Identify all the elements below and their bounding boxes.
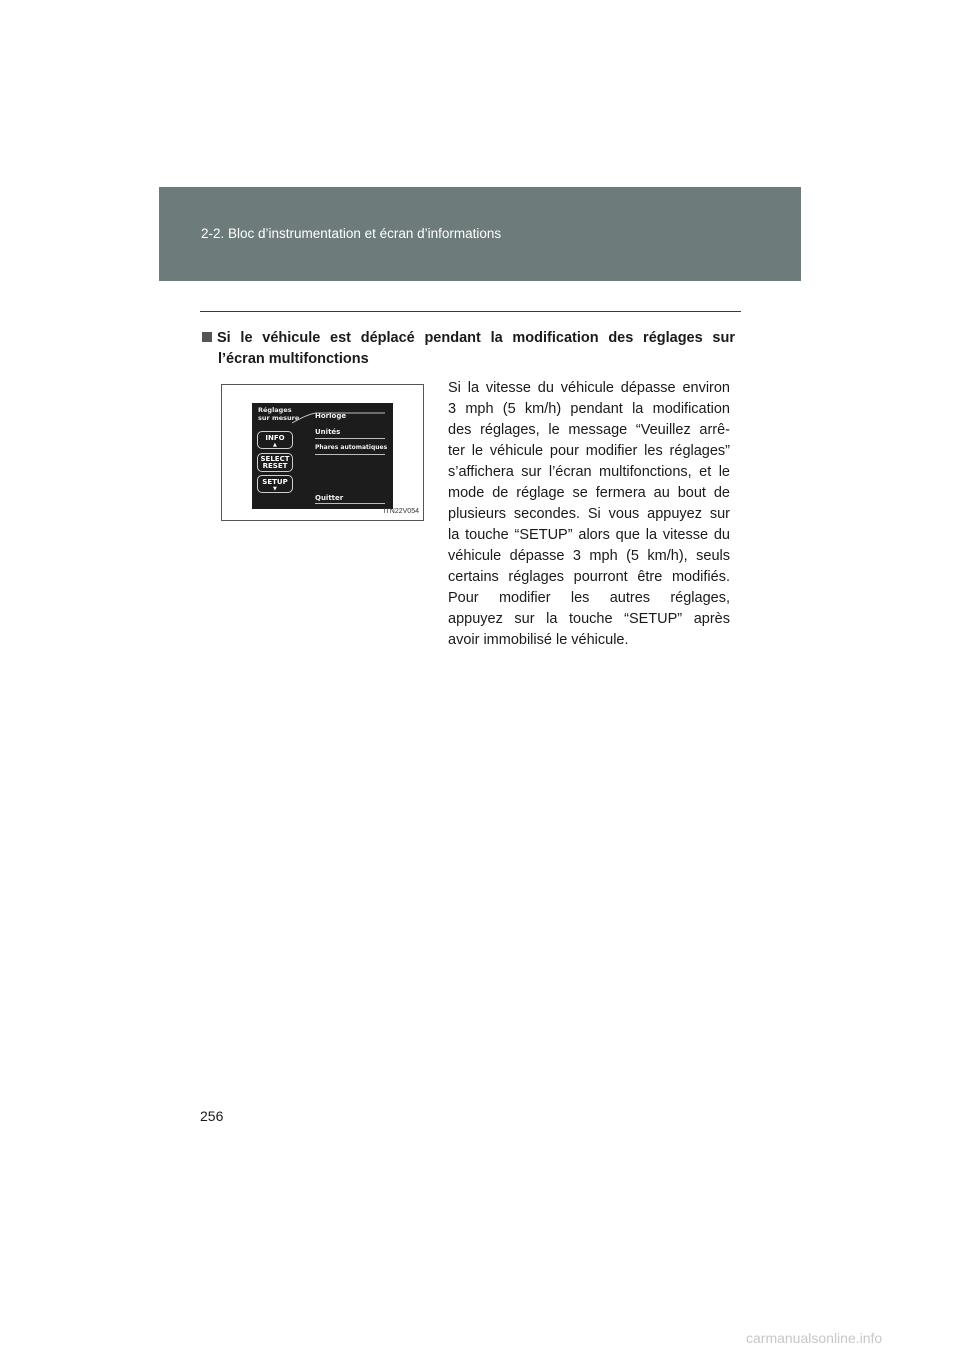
- screen-title-line-2: sur mesure: [258, 414, 300, 422]
- body-line: mode de réglage se fermera au bout de: [448, 485, 730, 501]
- body-line: des réglages, le message “Veuillez arrê-: [448, 422, 730, 438]
- body-line: s’affichera sur l’écran multifonctions, et le: [448, 464, 730, 480]
- info-button-label: INFO: [265, 434, 285, 442]
- body-line: Pour modifier les autres réglages,: [448, 590, 730, 606]
- body-line: la touche “SETUP” alors que la vitesse du: [448, 527, 730, 543]
- chapter-title: 2-2. Bloc d’instrumentation et écran d’informations: [201, 226, 502, 241]
- menu-item-phares-automatiques: Phares automatiques: [315, 444, 388, 451]
- heading-line-1: Si le véhicule est déplacé pendant la modification des réglages sur: [217, 330, 735, 346]
- down-arrow-icon: ▼: [273, 486, 277, 492]
- figure-code: ITN22V054: [383, 508, 419, 515]
- body-line: Si la vitesse du véhicule dépasse environ: [448, 380, 730, 396]
- menu-divider: [315, 503, 385, 504]
- menu-divider: [315, 438, 385, 439]
- body-line: avoir immobilisé le véhicule.: [448, 632, 629, 648]
- select-button-label: SELECT: [260, 455, 290, 463]
- menu-item-unites: Unités: [315, 428, 341, 436]
- body-line: ter le véhicule pour modifier les réglages”: [448, 443, 730, 459]
- body-paragraph: [448, 378, 730, 651]
- multifunction-display: [252, 403, 393, 509]
- up-arrow-icon: ▲: [273, 442, 277, 448]
- body-line: 3 mph (5 km/h) pendant la modification: [448, 401, 730, 417]
- screen-title-line-1: Réglages: [258, 406, 292, 414]
- heading-line-2: l’écran multifonctions: [218, 351, 369, 367]
- info-button: [257, 431, 293, 449]
- body-line: véhicule dépasse 3 mph (5 km/h), seuls: [448, 548, 730, 564]
- section-divider: [200, 311, 741, 312]
- setup-button-label: SETUP: [262, 478, 288, 486]
- menu-item-quitter: Quitter: [315, 494, 344, 502]
- body-line: appuyez sur la touche “SETUP” après: [448, 611, 730, 627]
- menu-divider: [315, 454, 385, 455]
- select-reset-button: [257, 453, 293, 472]
- watermark: carmanualsonline.info: [746, 1330, 883, 1346]
- body-line: certains réglages pourront être modifiés.: [448, 569, 730, 585]
- reset-button-label: RESET: [262, 462, 288, 470]
- figure-illustration: [221, 384, 424, 521]
- setup-button: [257, 475, 293, 493]
- page-number: 256: [200, 1108, 224, 1124]
- section-heading: [202, 328, 735, 370]
- heading-square-bullet-icon: [202, 332, 212, 342]
- menu-item-horloge: Horloge: [315, 412, 347, 420]
- body-line: plusieurs secondes. Si vous appuyez sur: [448, 506, 730, 522]
